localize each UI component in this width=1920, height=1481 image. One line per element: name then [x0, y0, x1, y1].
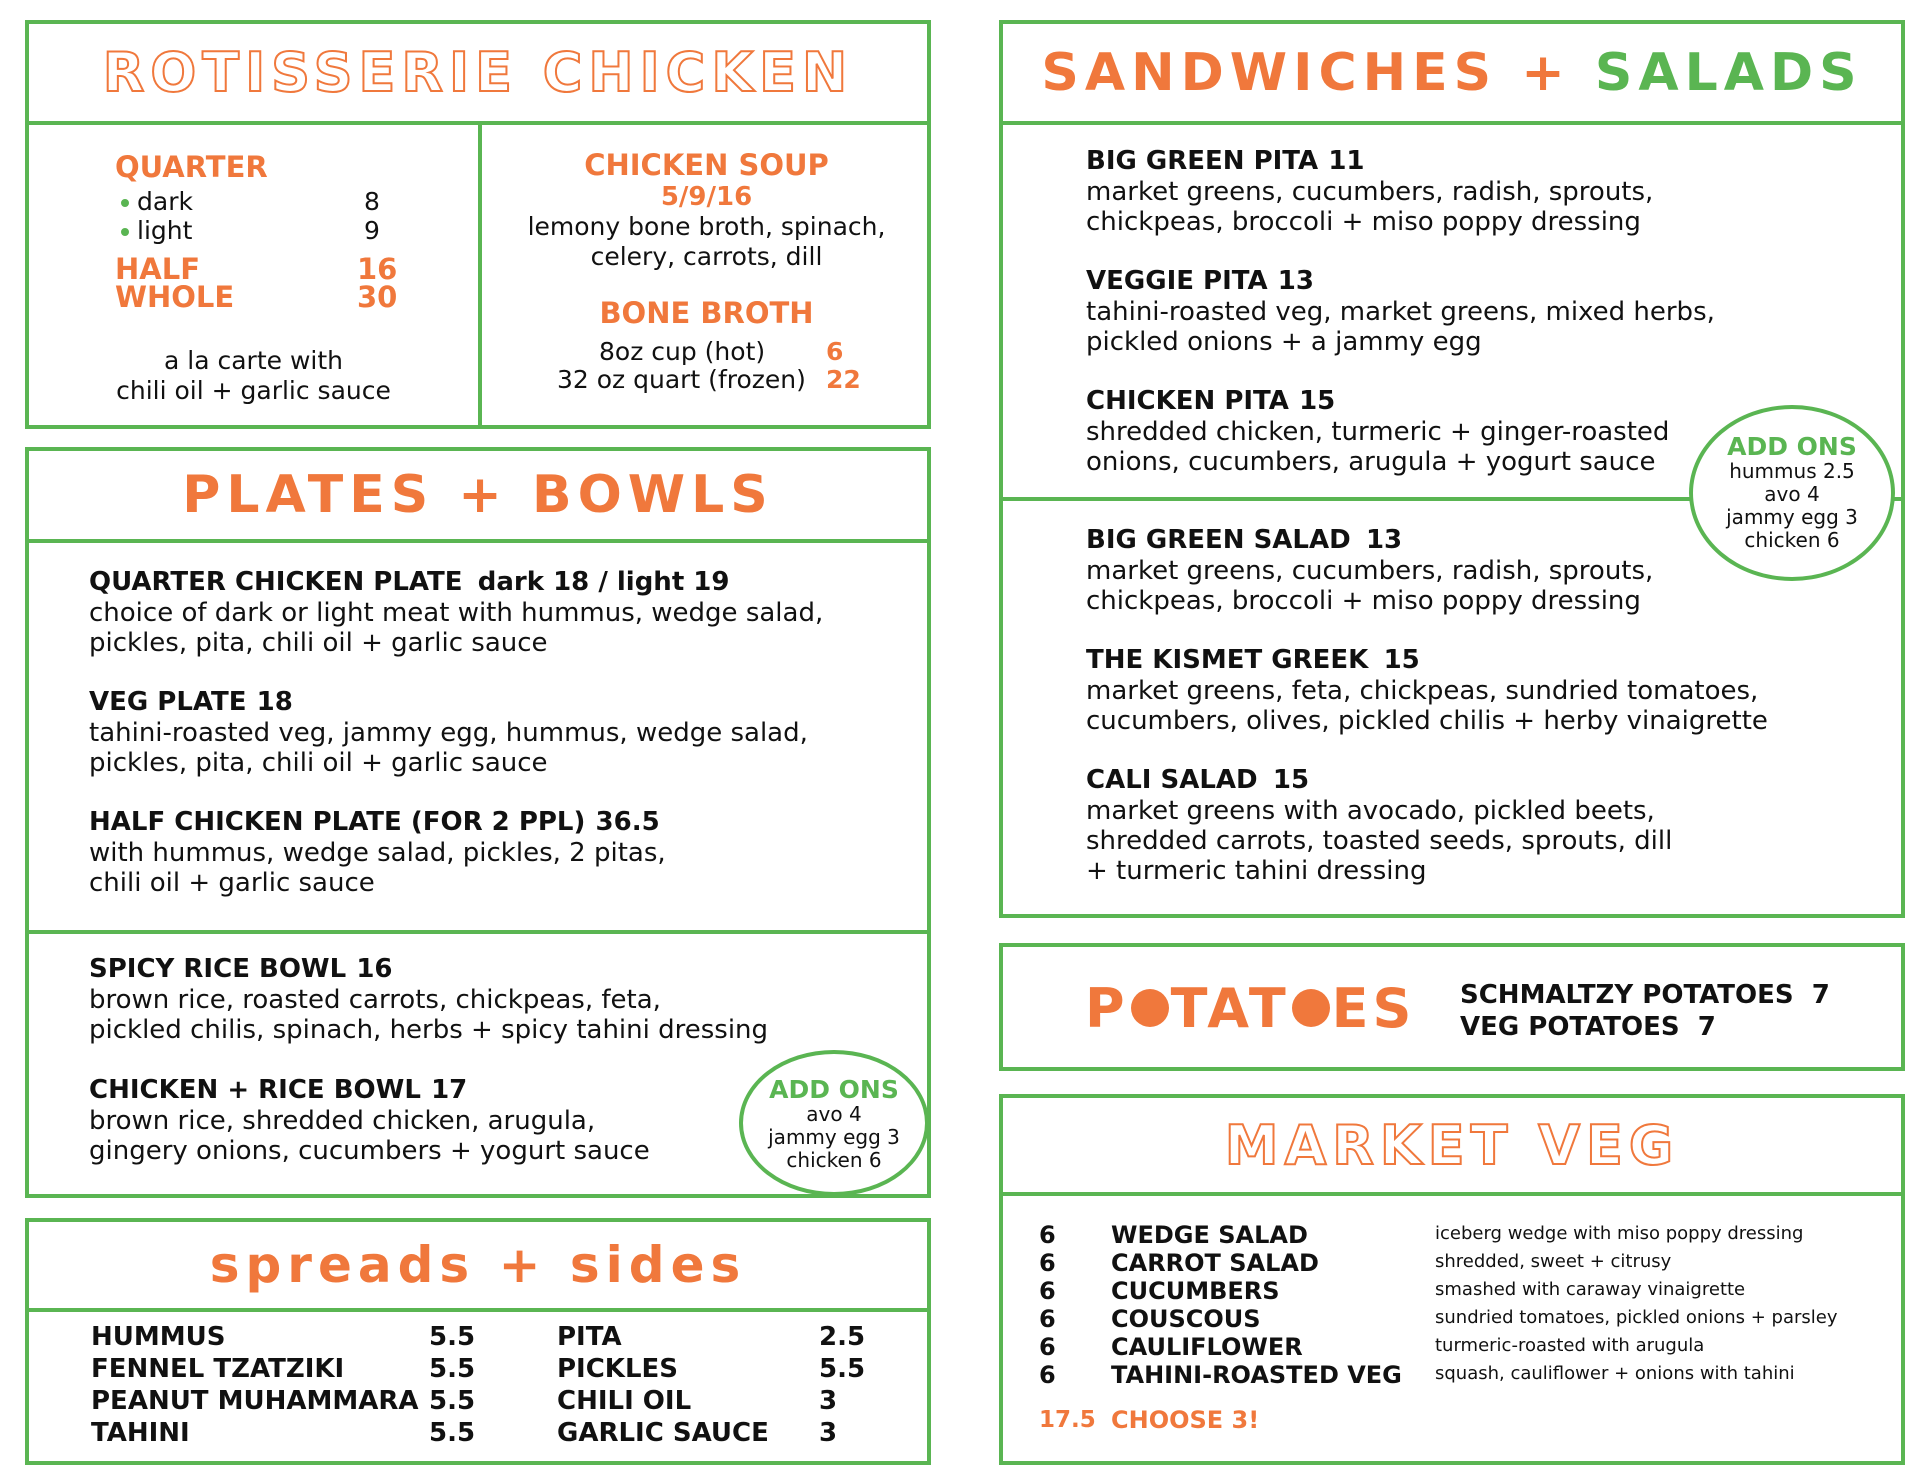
item-price: 15 — [1299, 386, 1336, 416]
addon-line: jammy egg 3 — [1726, 505, 1858, 529]
item-price: 15 — [1272, 765, 1310, 795]
market-veg-section — [999, 1094, 1905, 1465]
veg-name: WEDGE SALAD — [1111, 1221, 1308, 1249]
light-label: light — [137, 216, 193, 245]
potatoes-section — [999, 943, 1905, 1071]
item-price: 11 — [1328, 146, 1365, 176]
note-line-1: a la carte with — [164, 346, 343, 375]
whole-label: WHOLE — [115, 280, 235, 314]
side-price: 5.5 — [429, 1354, 476, 1384]
dark-price: 8 — [364, 187, 380, 216]
broth-quart-label: 32 oz quart (frozen) — [557, 365, 806, 394]
menu-item-chicken-rice-bowl — [89, 1075, 650, 1166]
menu-item-veg-plate — [89, 687, 808, 778]
veg-price: 6 — [1039, 1277, 1056, 1305]
item-desc-2: chickpeas, broccoli + miso poppy dressing — [1086, 207, 1641, 237]
title-p: P — [1085, 977, 1129, 1040]
addons-title: ADD ONS — [1727, 432, 1857, 461]
item-name: CALI SALAD — [1086, 765, 1258, 795]
market-veg-header — [1003, 1098, 1901, 1196]
item-desc-2: chili oil + garlic sauce — [89, 868, 375, 898]
quarter-dark-row — [121, 187, 193, 217]
potato-name: VEG POTATOES — [1460, 1012, 1680, 1042]
title-tat: TAT — [1170, 977, 1290, 1040]
rotisserie-header — [29, 24, 927, 125]
side-row — [91, 1386, 418, 1416]
item-name: CHICKEN PITA — [1086, 386, 1289, 416]
item-desc-2: gingery onions, cucumbers + yogurt sauce — [89, 1136, 650, 1166]
chicken-soup-block — [482, 148, 931, 272]
item-desc-1: market greens, cucumbers, radish, sprouts, — [1086, 177, 1654, 207]
addon-line: jammy egg 3 — [768, 1125, 900, 1149]
addon-line: chicken 6 — [786, 1148, 882, 1172]
veg-price: 6 — [1039, 1305, 1056, 1333]
potato-item — [1460, 1012, 1716, 1042]
item-desc-1: tahini-roasted veg, market greens, mixed herbs, — [1086, 297, 1715, 327]
half-label: HALF — [115, 252, 201, 286]
sandwiches-addons-badge — [1689, 405, 1895, 581]
item-desc-2: shredded carrots, toasted seeds, sprouts, dill — [1086, 826, 1673, 856]
item-desc-1: choice of dark or light meat with hummus, wedge salad, — [89, 598, 824, 628]
item-name: SPICY RICE BOWL — [89, 954, 347, 984]
item-name: QUARTER CHICKEN PLATE — [89, 567, 463, 597]
veg-price: 6 — [1039, 1221, 1056, 1249]
side-price: 5.5 — [429, 1386, 476, 1416]
item-desc-3: + turmeric tahini dressing — [1086, 856, 1427, 886]
sandwiches-header — [1003, 24, 1901, 125]
note-line-2: chili oil + garlic sauce — [116, 376, 391, 405]
veg-name: CUCUMBERS — [1111, 1277, 1280, 1305]
item-desc-1: market greens, feta, chickpeas, sundried tomatoes, — [1086, 676, 1759, 706]
bone-broth-label: BONE BROTH — [599, 296, 814, 330]
combo-label: CHOOSE 3! — [1111, 1406, 1260, 1434]
potato-o-icon — [1292, 989, 1330, 1027]
item-price: 15 — [1383, 645, 1420, 675]
side-name: HUMMUS — [91, 1322, 226, 1352]
item-desc-2: chickpeas, broccoli + miso poppy dressing — [1086, 586, 1641, 616]
side-name: FENNEL TZATZIKI — [91, 1354, 345, 1384]
menu-item-big-green-pita — [1086, 146, 1653, 237]
broth-cup-price: 6 — [826, 337, 844, 366]
chicken-soup-prices: 5/9/16 — [660, 182, 753, 212]
light-price: 9 — [364, 216, 380, 245]
veg-desc: shredded, sweet + citrusy — [1435, 1251, 1672, 1272]
title-plus: + — [1521, 42, 1571, 103]
plates-title: PLATES + BOWLS — [182, 465, 774, 525]
item-desc-1: shredded chicken, turmeric + ginger-roasted — [1086, 417, 1670, 447]
item-name: HALF CHICKEN PLATE (FOR 2 PPL) — [89, 807, 586, 837]
side-row — [557, 1386, 691, 1416]
combo-price: 17.5 — [1039, 1407, 1096, 1433]
side-price: 5.5 — [429, 1322, 476, 1352]
quarter-light-row — [121, 216, 192, 246]
item-desc-1: market greens with avocado, pickled beets, — [1086, 796, 1655, 826]
side-row — [557, 1418, 769, 1448]
side-price: 3 — [819, 1418, 838, 1448]
side-name: PICKLES — [557, 1354, 679, 1384]
title-salads: SALADS — [1594, 42, 1863, 103]
side-row — [91, 1354, 344, 1384]
item-desc-2: pickled onions + a jammy egg — [1086, 327, 1482, 357]
item-price: 36.5 — [595, 807, 660, 837]
title-es: ES — [1331, 977, 1416, 1040]
potato-item — [1460, 980, 1830, 1010]
item-price: 13 — [1277, 266, 1314, 296]
chicken-soup-desc-2: celery, carrots, dill — [590, 242, 823, 271]
side-price: 5.5 — [819, 1354, 866, 1384]
side-row — [557, 1322, 622, 1352]
side-row — [91, 1322, 225, 1352]
spreads-sides-section — [25, 1218, 931, 1465]
side-price: 3 — [819, 1386, 838, 1416]
rotisserie-chicken-section — [25, 20, 931, 429]
veg-desc: turmeric-roasted with arugula — [1435, 1335, 1705, 1356]
addon-line: avo 4 — [806, 1102, 862, 1126]
rotisserie-note — [29, 346, 478, 406]
addon-line: chicken 6 — [1744, 528, 1840, 552]
item-desc-2: onions, cucumbers, arugula + yogurt sauce — [1086, 447, 1656, 477]
light-bullet-icon — [121, 228, 129, 236]
side-price: 5.5 — [429, 1418, 476, 1448]
item-desc-1: tahini-roasted veg, jammy egg, hummus, wedge salad, — [89, 718, 808, 748]
item-name: THE KISMET GREEK — [1086, 645, 1369, 675]
sandwiches-title — [1041, 43, 1862, 103]
menu-item-cali-salad — [1086, 765, 1672, 886]
veg-name: CAULIFLOWER — [1111, 1333, 1303, 1361]
item-desc-2: pickles, pita, chili oil + garlic sauce — [89, 748, 548, 778]
dark-bullet-icon — [121, 199, 129, 207]
rotisserie-title: ROTISSERIE CHICKEN — [102, 41, 854, 104]
veg-desc: sundried tomatoes, pickled onions + parsley — [1435, 1307, 1838, 1328]
item-desc-1: brown rice, roasted carrots, chickpeas, feta, — [89, 985, 661, 1015]
menu-item-chicken-pita — [1086, 386, 1669, 477]
side-name: CHILI OIL — [557, 1386, 692, 1416]
item-price: dark 18 / light 19 — [477, 567, 730, 597]
veg-name: TAHINI-ROASTED VEG — [1111, 1361, 1402, 1389]
sides-title: spreads + sides — [209, 1236, 747, 1294]
addon-line: hummus 2.5 — [1729, 459, 1855, 483]
menu-item-big-green-salad — [1086, 525, 1653, 616]
side-name: PEANUT MUHAMMARA — [91, 1386, 419, 1416]
addon-line: avo 4 — [1764, 482, 1820, 506]
broth-cup-label: 8oz cup (hot) — [599, 337, 766, 366]
potato-price: 7 — [1697, 1012, 1716, 1042]
title-sandwiches: SANDWICHES — [1041, 42, 1498, 103]
item-desc-2: pickles, pita, chili oil + garlic sauce — [89, 628, 548, 658]
veg-name: CARROT SALAD — [1111, 1249, 1319, 1277]
item-price: 13 — [1365, 525, 1403, 555]
veg-desc: squash, cauliflower + onions with tahini — [1435, 1363, 1795, 1384]
potato-price: 7 — [1811, 980, 1830, 1010]
veg-price: 6 — [1039, 1361, 1056, 1389]
veg-name: COUSCOUS — [1111, 1305, 1261, 1333]
side-name: TAHINI — [91, 1418, 190, 1448]
menu-item-kismet-greek — [1086, 645, 1768, 736]
veg-desc: smashed with caraway vinaigrette — [1435, 1279, 1746, 1300]
item-name: CHICKEN + RICE BOWL — [89, 1075, 421, 1105]
item-name: VEG PLATE — [89, 687, 247, 717]
menu-item-spicy-rice-bowl — [89, 954, 768, 1045]
menu-item-half-chicken-plate — [89, 807, 666, 898]
veg-price: 6 — [1039, 1333, 1056, 1361]
item-desc-2: pickled chilis, spinach, herbs + spicy tahini dressing — [89, 1015, 769, 1045]
whole-price: 30 — [357, 280, 398, 314]
potatoes-title — [1085, 979, 1415, 1039]
potato-o-icon — [1131, 989, 1169, 1027]
chicken-soup-desc-1: lemony bone broth, spinach, — [527, 212, 886, 241]
plates-bowls-divider — [29, 930, 927, 934]
side-price: 2.5 — [819, 1322, 866, 1352]
veg-desc: iceberg wedge with miso poppy dressing — [1435, 1223, 1804, 1244]
menu-item-veggie-pita — [1086, 266, 1715, 357]
side-row — [557, 1354, 678, 1384]
chicken-soup-label: CHICKEN SOUP — [584, 148, 829, 182]
side-name: GARLIC SAUCE — [557, 1418, 769, 1448]
plates-addons-badge — [739, 1050, 929, 1196]
item-name: VEGGIE PITA — [1086, 266, 1268, 296]
menu-item-quarter-chicken-plate — [89, 567, 823, 658]
half-price: 16 — [357, 252, 398, 286]
plates-header — [29, 451, 927, 543]
item-desc-1: brown rice, shredded chicken, arugula, — [89, 1106, 596, 1136]
sides-header — [29, 1222, 927, 1312]
item-price: 16 — [356, 954, 393, 984]
veg-price: 6 — [1039, 1249, 1056, 1277]
side-name: PITA — [557, 1322, 622, 1352]
item-desc-1: with hummus, wedge salad, pickles, 2 pitas, — [89, 838, 666, 868]
item-desc-1: market greens, cucumbers, radish, sprouts, — [1086, 556, 1654, 586]
market-veg-title: MARKET VEG — [1224, 1113, 1680, 1177]
potato-name: SCHMALTZY POTATOES — [1460, 980, 1794, 1010]
broth-quart-price: 22 — [826, 365, 861, 394]
item-name: BIG GREEN SALAD — [1086, 525, 1351, 555]
item-desc-2: cucumbers, olives, pickled chilis + herby vinaigrette — [1086, 706, 1768, 736]
side-row — [91, 1418, 190, 1448]
item-price: 17 — [431, 1075, 468, 1105]
dark-label: dark — [137, 187, 193, 216]
item-name: BIG GREEN PITA — [1086, 146, 1319, 176]
quarter-label: QUARTER — [115, 150, 268, 184]
addons-title: ADD ONS — [769, 1075, 899, 1104]
item-price: 18 — [256, 687, 293, 717]
